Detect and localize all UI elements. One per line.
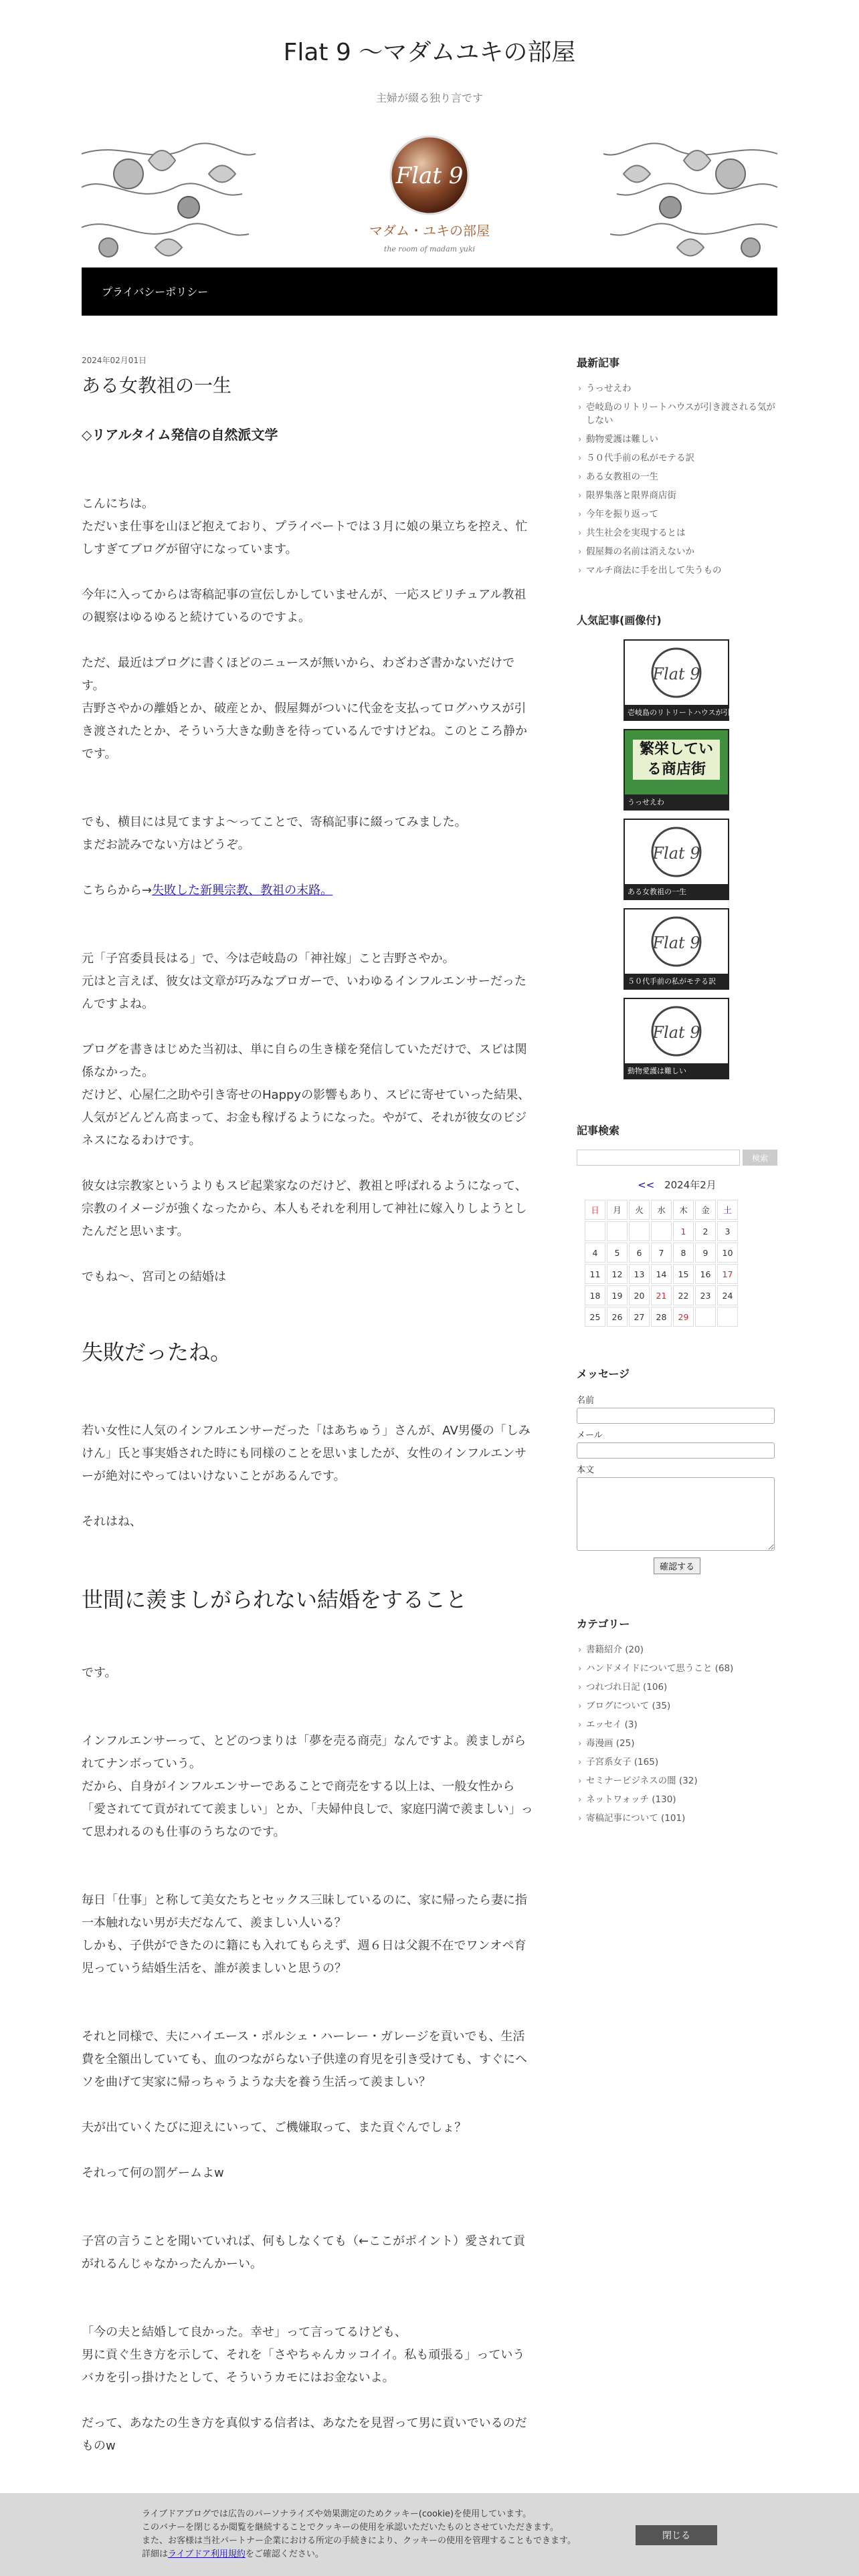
calendar-day: 22: [673, 1285, 694, 1305]
consent-line: [142, 2548, 624, 2561]
paragraph: 子宮の言うことを聞いていれば、何もしなくても（←ここがポイント）愛されて貢がれるんじゃなかったんかーい。: [82, 2234, 526, 2271]
recent-post-item[interactable]: › 動物愛護は難しい: [577, 433, 777, 446]
paragraph: 吉野さやかの離婚とか、破産とか、假屋舞がついに代金を支払ってログハウスが引き渡されたとか、そういう大きな動きを待っているんですけどね。このところ静かです。: [82, 702, 527, 761]
right-floral-ornament: [603, 143, 777, 257]
calendar-day: 10: [717, 1243, 738, 1263]
paragraph: しかも、子供ができたのに籍にも入れてもらえず、週６日は父親不在でワンオペ育児っていう結婚生活を、誰が羨ましいと思うの？: [82, 1939, 527, 1975]
calendar-day: 19: [607, 1285, 628, 1305]
link-prefix: こちらから→: [82, 883, 153, 897]
paragraph: だけど、心屋仁之助や引き寄せのHappyの影響もあり、スピに寄せていった結果、人気がどんどん高まって、お金も稼げるようになった。やがて、それが彼女のビジネスになるわけです。: [82, 1088, 531, 1148]
paragraph: 今年に入ってからは寄稿記事の宣伝しかしていませんが、一応スピリチュアル教祖の観察はゆるゆると続けているのですよ。: [82, 588, 527, 625]
calendar-day[interactable]: 29: [673, 1307, 694, 1327]
category-item[interactable]: › ハンドメイドについて思うこと (68): [577, 1662, 777, 1675]
site-title[interactable]: Flat 9 〜マダムユキの部屋: [283, 39, 576, 66]
weekday: 火: [629, 1200, 650, 1220]
recent-post-item[interactable]: › ５０代手前の私がモテる訳: [577, 451, 777, 465]
search-input[interactable]: [577, 1150, 740, 1166]
calendar-day: 23: [695, 1285, 716, 1305]
calendar-day: 25: [585, 1307, 605, 1327]
calendar-day: 15: [673, 1264, 694, 1284]
popular-post-thumb[interactable]: [624, 729, 729, 811]
paragraph: それって何の罰ゲームよw: [82, 2166, 224, 2180]
calendar-day: [695, 1307, 716, 1327]
calendar-day[interactable]: 1: [673, 1221, 694, 1241]
category-list: [577, 1643, 777, 1825]
consent-prefix: 詳細は: [142, 2549, 169, 2559]
calendar-day: 9: [695, 1243, 716, 1263]
calendar-day: 14: [651, 1264, 672, 1284]
search-form: [577, 1150, 777, 1166]
main-navbar: [82, 267, 777, 316]
calendar-day: 24: [717, 1285, 738, 1305]
emphasis-heading: 失敗だったね。: [82, 1339, 232, 1365]
paragraph: ただ、最近はブログに書くほどのニュースが無いから、わざわざ書かないだけです。: [82, 656, 515, 693]
cookie-consent-banner: [0, 2493, 859, 2576]
calendar-day: 18: [585, 1285, 605, 1305]
category-item[interactable]: › 子宮系女子 (165): [577, 1755, 777, 1769]
popular-post-caption: ５０代手前の私がモテる訳: [625, 974, 728, 988]
email-label: メール: [577, 1430, 603, 1440]
paragraph: 彼女は宗教家というよりもスピ起業家なのだけど、教祖と呼ばれるようになって、宗教のイメージが強くなったから、本人もそれを利用して神社に嫁入りしようとしたんだと思います。: [82, 1179, 527, 1239]
paragraph: だから、自身がインフルエンサーであることで商売をする以上は、一般女性から「愛されてて貢がれてて羨ましい」とか、「夫婦仲良しで、家庭円満で羨ましい」って思われるのも仕事のうちなのです。: [82, 1780, 533, 1839]
popular-posts-title: 人気記事(画像付): [577, 614, 662, 627]
paragraph: それはね、: [82, 1515, 142, 1529]
popular-post-thumb[interactable]: [624, 639, 804, 721]
banner-logo-text: Flat 9: [395, 163, 464, 189]
paragraph: 若い女性に人気のインフルエンサーだった「はあちゅう」さんが、AV男優の「しみけん」氏と事実婚された時にも同様のことを思いましたが、女性のインフルエンサーが絶対にやってはいけないことがあるんです。: [82, 1424, 531, 1483]
header-banner[interactable]: [82, 134, 777, 267]
email-field[interactable]: [577, 1442, 775, 1459]
search-title: 記事検索: [577, 1124, 620, 1137]
nav-privacy-policy[interactable]: プライバシーポリシー: [102, 286, 209, 298]
calendar-day: 12: [607, 1264, 628, 1284]
popular-post-thumb[interactable]: [624, 908, 729, 990]
body-label: 本文: [577, 1465, 595, 1475]
paragraph: それと同様で、夫にハイエース・ポルシェ・ハーレー・ガレージを貢いでも、生活費を全額出していても、血のつながらない子供達の育児を引き受けても、すぐにヘソを曲げて実家に帰っちゃうような夫を養う生活って羨ましい？: [82, 2030, 527, 2089]
terms-link[interactable]: ライブドア利用規約: [168, 2549, 246, 2559]
paragraph: です。: [82, 1666, 117, 1680]
search-button[interactable]: 検索: [743, 1150, 777, 1166]
popular-post-caption: うっせえわ: [625, 794, 728, 809]
calendar-day: 2: [695, 1221, 716, 1241]
banner-tagline: the room of madam yuki: [383, 245, 476, 253]
recent-post-item[interactable]: › 今年を振り返って: [577, 508, 777, 521]
category-item[interactable]: › エッセイ (3): [577, 1718, 777, 1731]
calendar-day: 27: [629, 1307, 650, 1327]
paragraph-with-link: [82, 879, 535, 902]
category-item[interactable]: › 書籍紹介 (20): [577, 1643, 777, 1656]
article-link[interactable]: 失敗した新興宗教、教祖の末路。: [152, 883, 333, 897]
calendar-day: 8: [673, 1243, 694, 1263]
calendar-day[interactable]: 21: [651, 1285, 672, 1305]
recent-post-item[interactable]: › うっせえわ: [577, 382, 777, 395]
recent-post-item[interactable]: › ある女教祖の一生: [577, 470, 777, 484]
recent-post-item[interactable]: › 假屋舞の名前は消えないか: [577, 545, 777, 558]
calendar-day: 20: [629, 1285, 650, 1305]
category-item[interactable]: › ブログについて (35): [577, 1699, 777, 1713]
category-item[interactable]: › セミナービジネスの闇 (32): [577, 1774, 777, 1788]
sidebar: [577, 354, 804, 1830]
recent-posts-list: [577, 382, 777, 577]
category-item[interactable]: › 毒漫画 (25): [577, 1737, 777, 1750]
calendar-day: [717, 1307, 738, 1327]
popular-post-caption: 動物愛護は難しい: [625, 1063, 728, 1078]
calendar-day: [651, 1221, 672, 1241]
calendar: [583, 1198, 739, 1328]
paragraph: こんにちは。: [82, 497, 154, 511]
recent-post-item[interactable]: › マルチ商法に手を出して失うもの: [577, 564, 777, 577]
paragraph: でもね〜、宮司との結婚は: [82, 1270, 226, 1284]
calendar-prev-link[interactable]: <<: [638, 1179, 655, 1191]
popular-post-caption: 壱岐島のリトリートハウスが引き渡される気がしない: [625, 705, 728, 720]
calendar-day: 4: [585, 1243, 605, 1263]
calendar-day: 13: [629, 1264, 650, 1284]
paragraph: でも、横目には見てますよ〜ってことで、寄稿記事に綴ってみました。: [82, 815, 467, 829]
thumb-logo-text: Flat 9: [652, 1023, 700, 1042]
name-label: 名前: [577, 1396, 595, 1406]
shop-banner-text: 繁栄している商店街: [633, 740, 720, 780]
calendar-day: [607, 1221, 628, 1241]
post-title[interactable]: ある女教祖の一生: [82, 374, 232, 397]
category-title: カテゴリー: [577, 1618, 630, 1630]
consent-suffix: をご確認ください。: [245, 2549, 324, 2559]
popular-post-caption: ある女教祖の一生: [625, 884, 728, 899]
weekday: 月: [607, 1200, 628, 1220]
calendar-day: 11: [585, 1264, 605, 1284]
article: [82, 354, 535, 2458]
calendar-day: 28: [651, 1307, 672, 1327]
consent-line: このバナーを閉じるか閲覧を継続することでクッキーの使用を承認いただいたものとさせていただきます。: [142, 2523, 559, 2533]
popular-post-thumb[interactable]: [624, 998, 729, 1079]
paragraph: まだお読みでない方はどうぞ。: [82, 838, 250, 852]
recent-post-item[interactable]: › 共生社会を実現するとは: [577, 526, 777, 540]
thumb-logo-text: Flat 9: [652, 844, 700, 863]
calendar-day: 26: [607, 1307, 628, 1327]
calendar-day: [629, 1221, 650, 1241]
category-item[interactable]: › ネットワォッチ (130): [577, 1793, 777, 1806]
recent-posts-title: 最新記事: [577, 356, 620, 369]
category-item[interactable]: › つれづれ日記 (106): [577, 1681, 777, 1694]
post-date: 2024年02月01日: [82, 356, 147, 365]
paragraph: ブログを書きはじめた当初は、単に自らの生き様を発信していただけで、スピは関係なかった。: [82, 1043, 527, 1079]
banner-site-name: マダム・ユキの部屋: [369, 223, 490, 239]
paragraph: 「今の夫と結婚して良かった。幸せ」って言ってるけども、: [82, 2325, 407, 2339]
calendar-month: 2024年2月: [664, 1179, 717, 1191]
paragraph: 夫が出ていくたびに迎えにいって、ご機嫌取って、また貢ぐんでしょ？: [82, 2121, 467, 2135]
thumb-logo-text: Flat 9: [652, 665, 700, 683]
paragraph: ただいま仕事を山ほど抱えており、プライベートでは３月に娘の巣立ちを控え、忙しすぎてブログが留守になっています。: [82, 520, 528, 556]
message-title: メッセージ: [577, 1368, 630, 1380]
popular-post-thumb[interactable]: [624, 819, 729, 900]
calendar-day: 5: [607, 1243, 628, 1263]
weekday: 水: [651, 1200, 672, 1220]
left-floral-ornament: [82, 143, 256, 257]
calendar-day: [585, 1221, 605, 1241]
weekday: 金: [695, 1200, 716, 1220]
calendar-day: 6: [629, 1243, 650, 1263]
recent-post-item[interactable]: › 壱岐島のリトリートハウスが引き渡される気がしない: [577, 401, 777, 427]
weekday: 土: [717, 1200, 738, 1220]
paragraph: だって、あなたの生き方を真似する信者は、あなたを見習って男に貢いでいるのだものw: [82, 2416, 527, 2453]
weekday: 日: [585, 1200, 605, 1220]
calendar-day: 16: [695, 1264, 716, 1284]
paragraph: 男に貢ぐ生き方を示して、それを「さやちゃんカッコイイ。私も頑張る」っていうバカを引っ掛けたとして、そういうカモにはお金ないよ。: [82, 2348, 525, 2385]
calendar-header: [577, 1178, 777, 1192]
consent-line: また、お客様は当社パートナー企業における所定の手続きにより、クッキーの使用を管理することもできます。: [142, 2536, 576, 2546]
thumb-logo-text: Flat 9: [652, 934, 700, 952]
post-subtitle: ◇リアルタイム発信の自然派文学: [82, 427, 278, 443]
paragraph: インフルエンサーって、とどのつまりは「夢を売る商売」なんですよ。羨ましがられてナンボっていう。: [82, 1734, 527, 1771]
name-field[interactable]: [577, 1408, 775, 1424]
paragraph: 元はと言えば、彼女は文章が巧みなブロガーで、いわゆるインフルエンサーだったんですよね。: [82, 974, 527, 1011]
calendar-day: 7: [651, 1243, 672, 1263]
weekday: 木: [673, 1200, 694, 1220]
site-description: 主婦が綴る独り言です: [375, 92, 483, 104]
message-body-field[interactable]: [577, 1477, 775, 1551]
calendar-day: 17: [717, 1264, 738, 1284]
paragraph: 元「子宮委員長はる」で、今は壱岐島の「神社嫁」こと吉野さやか。: [82, 952, 455, 966]
consent-line: ライブドアブログでは広告のパーソナライズや効果測定のためクッキー(cookie)を使用しています。: [142, 2509, 532, 2519]
close-consent-button[interactable]: 閉じる: [636, 2525, 717, 2545]
calendar-day: 3: [717, 1221, 738, 1241]
category-item[interactable]: › 寄稿記事について (101): [577, 1812, 777, 1825]
recent-post-item[interactable]: › 限界集落と限界商店街: [577, 489, 777, 502]
confirm-button[interactable]: 確認する: [654, 1558, 700, 1574]
cookie-consent-text: [142, 2508, 624, 2561]
paragraph: 毎日「仕事」と称して美女たちとセックス三昧しているのに、家に帰ったら妻に指一本触れない男が夫だなんて、羨ましい人いる？: [82, 1893, 527, 1930]
emphasis-heading: 世間に羨ましがられない結婚をすること: [82, 1587, 468, 1612]
